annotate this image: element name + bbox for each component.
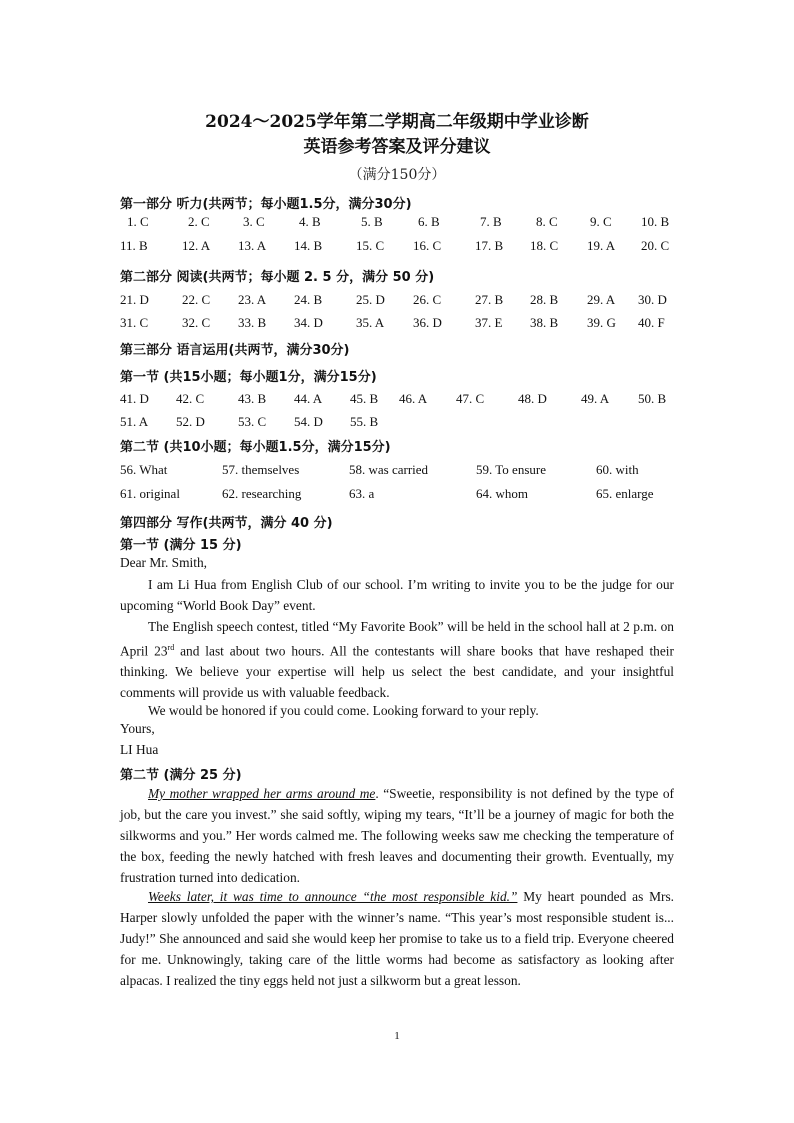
answer-cell: 8. C — [536, 214, 558, 229]
letter-closing: Yours, — [120, 721, 155, 736]
letter-paragraph-3: We would be honored if you could come. Looking forward to your reply. — [148, 703, 539, 718]
answer-cell: 56. What — [120, 462, 168, 477]
answer-cell: 54. D — [294, 414, 323, 429]
answer-cell: 20. C — [641, 238, 670, 253]
answer-cell: 16. C — [413, 238, 442, 253]
answer-cell: 14. B — [294, 238, 323, 253]
letter-p2-end: and last about two hours. All the contestants will share books that have reshaped their thinking. We believe your expertise will help us select the best candidate, and your insightful comments will provide us with valuable feedback. — [120, 643, 674, 701]
letter-paragraph-1: I am Li Hua from English Club of our school. I’m writing to invite you to be the judge for our upcoming “World Book Day” event. — [120, 577, 674, 613]
answer-cell: 23. A — [238, 292, 267, 307]
answer-cell: 41. D — [120, 391, 149, 406]
answer-cell: 24. B — [294, 292, 323, 307]
part1-heading: 第一部分 听力(共两节；每小题1.5分，满分30分) — [120, 197, 412, 212]
answer-cell: 2. C — [188, 214, 210, 229]
answer-cell: 33. B — [238, 315, 267, 330]
answer-cell: 38. B — [530, 315, 559, 330]
answer-cell: 37. E — [475, 315, 503, 330]
answer-cell: 43. B — [238, 391, 267, 406]
page-subtitle: 英语参考答案及评分建议 — [303, 137, 491, 157]
answer-cell: 27. B — [475, 292, 504, 307]
answer-cell: 3. C — [243, 214, 265, 229]
letter-paragraph-2 — [120, 616, 674, 703]
part3-section1-heading: 第一节 (共15小题；每小题1分，满分15分) — [120, 370, 377, 385]
answer-cell: 65. enlarge — [596, 486, 654, 501]
answer-cell: 29. A — [587, 292, 616, 307]
answer-cell: 53. C — [238, 414, 267, 429]
part3-heading: 第三部分 语言运用(共两节，满分30分) — [120, 343, 350, 358]
answer-cell: 61. original — [120, 486, 180, 501]
answer-cell: 48. D — [518, 391, 547, 406]
letter-signature: LI Hua — [120, 742, 159, 757]
answer-cell: 45. B — [350, 391, 379, 406]
answer-cell: 13. A — [238, 238, 267, 253]
answer-cell: 51. A — [120, 414, 149, 429]
ordinal-suffix: rd — [167, 643, 175, 652]
answer-cell: 44. A — [294, 391, 323, 406]
answer-cell: 58. was carried — [349, 462, 429, 477]
full-score-note: （满分150分） — [348, 167, 446, 183]
letter-p2-start: The English speech contest, titled “My Favorite Book” will be held in the school hall at 2 p.m. on April 23 — [120, 619, 674, 659]
story-p2-body: My heart pounded as Mrs. Harper slowly unfolded the paper with the winner’s name. “This year’s most responsible student is... Judy!” She announced and said she would keep her promise to take us to a field trip. Everyone cheered for me. Unknowingly, taking care of the little worms had become as satisfactory as looking after alpacas. I realized the tiny eggs held not just a silkworm but a great lesson. — [120, 889, 674, 988]
answer-cell: 21. D — [120, 292, 149, 307]
part2-heading: 第二部分 阅读(共两节；每小题 2. 5 分，满分 50 分) — [120, 270, 435, 285]
part4-section2-heading: 第二节 (满分 25 分) — [120, 768, 242, 783]
answer-cell: 19. A — [587, 238, 616, 253]
page-title: 2024～2025学年第二学期高二年级期中学业诊断 — [205, 112, 589, 132]
answer-cell: 5. B — [361, 214, 383, 229]
answer-cell: 47. C — [456, 391, 485, 406]
answer-cell: 7. B — [480, 214, 502, 229]
answer-cell: 31. C — [120, 315, 149, 330]
answer-cell: 22. C — [182, 292, 211, 307]
answer-cell: 34. D — [294, 315, 323, 330]
answer-cell: 30. D — [638, 292, 667, 307]
answer-cell: 1. C — [127, 214, 149, 229]
part3-section2-heading: 第二节 (共10小题；每小题1.5分，满分15分) — [120, 440, 391, 455]
answer-cell: 6. B — [418, 214, 440, 229]
answer-cell: 26. C — [413, 292, 442, 307]
story-paragraph-1 — [120, 783, 674, 888]
story-p2-lead-sentence: Weeks later, it was time to announce “the most responsible kid.” — [148, 889, 518, 904]
answer-cell: 60. with — [596, 462, 639, 477]
answer-cell: 62. researching — [222, 486, 302, 501]
story-p1-body: . “Sweetie, responsibility is not defined by the type of job, but the care you invest.” she said softly, wiping my tears, “It’ll be a journey of magic for both the silkworms and you.” Her words calmed me. The following weeks saw me checking the temperature of the box, feeding the newly hatched with fresh leaves and documenting their growth. Eventually, my frustration turned into dedication. — [120, 786, 674, 885]
answer-cell: 64. whom — [476, 486, 528, 501]
story-p1-lead-sentence: My mother wrapped her arms around me — [148, 786, 376, 801]
answer-cell: 18. C — [530, 238, 559, 253]
answer-cell: 10. B — [641, 214, 670, 229]
answer-cell: 15. C — [356, 238, 385, 253]
letter-greeting: Dear Mr. Smith, — [120, 555, 208, 570]
answer-cell: 12. A — [182, 238, 211, 253]
answer-cell: 9. C — [590, 214, 612, 229]
answer-cell: 32. C — [182, 315, 211, 330]
answer-cell: 25. D — [356, 292, 385, 307]
answer-cell: 46. A — [399, 391, 428, 406]
answer-cell: 11. B — [120, 238, 148, 253]
page-number: 1 — [394, 1030, 400, 1042]
answer-cell: 49. A — [581, 391, 610, 406]
answer-cell: 28. B — [530, 292, 559, 307]
answer-cell: 39. G — [587, 315, 616, 330]
story-paragraph-2 — [120, 886, 674, 991]
part4-heading: 第四部分 写作(共两节，满分 40 分) — [120, 516, 333, 531]
answer-cell: 57. themselves — [222, 462, 300, 477]
answer-cell: 50. B — [638, 391, 667, 406]
part4-section1-heading: 第一节 (满分 15 分) — [120, 538, 242, 553]
answer-cell: 55. B — [350, 414, 379, 429]
answer-cell: 42. C — [176, 391, 205, 406]
answer-cell: 36. D — [413, 315, 442, 330]
answer-cell: 59. To ensure — [476, 462, 546, 477]
answer-cell: 4. B — [299, 214, 321, 229]
answer-cell: 40. F — [638, 315, 665, 330]
answer-cell: 35. A — [356, 315, 385, 330]
answer-cell: 63. a — [349, 486, 375, 501]
answer-cell: 17. B — [475, 238, 504, 253]
answer-cell: 52. D — [176, 414, 205, 429]
